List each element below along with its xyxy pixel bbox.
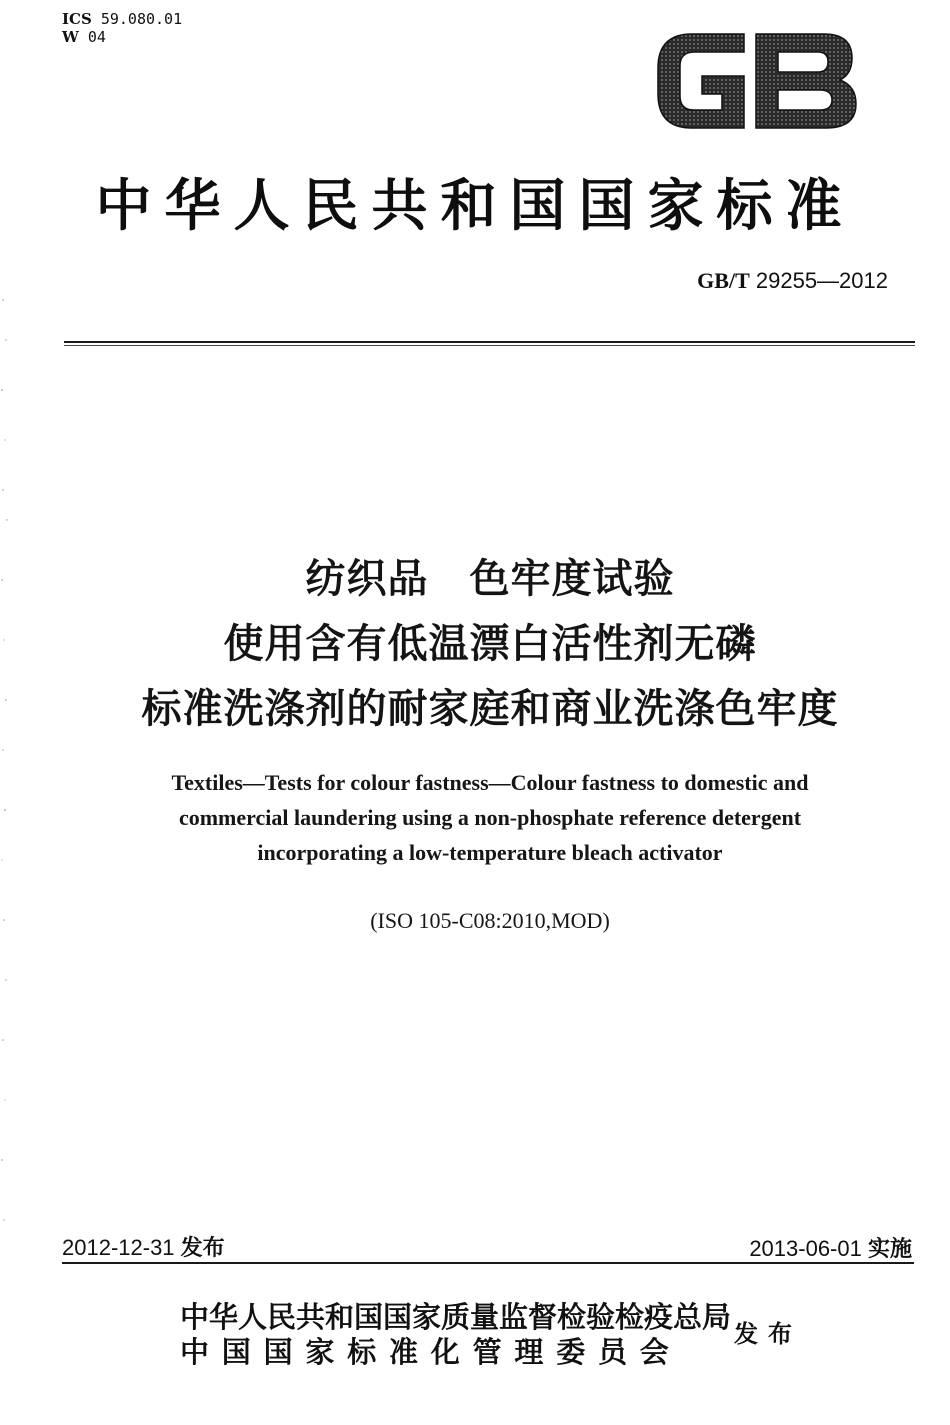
chinese-title-line-2: 使用含有低温漂白活性剂无磷 <box>223 621 757 667</box>
iso-reference: (ISO 105-C08:2010,MOD) <box>370 908 610 933</box>
english-title-line-1: Textiles—Tests for colour fastness—Colour fastness to domestic and <box>171 770 809 795</box>
header-divider <box>64 341 915 343</box>
header-divider-thin <box>64 345 915 346</box>
ics-line <box>62 10 182 28</box>
implementation-date <box>749 1232 912 1263</box>
standard-number <box>697 268 888 294</box>
publish-label: 发布 <box>734 1319 802 1348</box>
issuing-agency-aqsiq: 中华人民共和国国家质量监督检验检疫总局 <box>180 1300 732 1334</box>
implementation-date-label: 实施 <box>867 1237 912 1262</box>
national-standard-title: 中华人民共和国国家标准 <box>95 173 855 239</box>
classification-codes <box>62 10 182 46</box>
issue-date-label: 发布 <box>180 1236 225 1261</box>
chinese-title-line-3: 标准洗涤剂的耐家庭和商业洗涤色牢度 <box>141 686 839 732</box>
standard-code: 29255—2012 <box>755 268 888 293</box>
chinese-title-line-1: 纺织品 色牢度试验 <box>305 556 675 602</box>
footer-divider <box>62 1262 914 1264</box>
ccs-code: 04 <box>87 28 106 46</box>
ics-label: ICS <box>62 10 92 28</box>
gb-logo <box>652 26 862 136</box>
english-title-line-3: incorporating a low-temperature bleach activator <box>257 840 723 865</box>
issue-date-value: 2012-12-31 <box>62 1235 175 1260</box>
ccs-label: W <box>62 28 79 46</box>
issuing-agency-sac: 中国国家标准化管理委员会 <box>180 1335 682 1369</box>
english-title-line-2: commercial laundering using a non-phosphate reference detergent <box>178 805 802 830</box>
ics-code: 59.080.01 <box>100 10 183 28</box>
standard-prefix: GB/T <box>697 268 750 293</box>
issue-date <box>62 1231 225 1262</box>
ccs-line <box>62 28 182 46</box>
scan-speckle <box>0 280 12 1280</box>
implementation-date-value: 2013-06-01 <box>749 1236 862 1261</box>
